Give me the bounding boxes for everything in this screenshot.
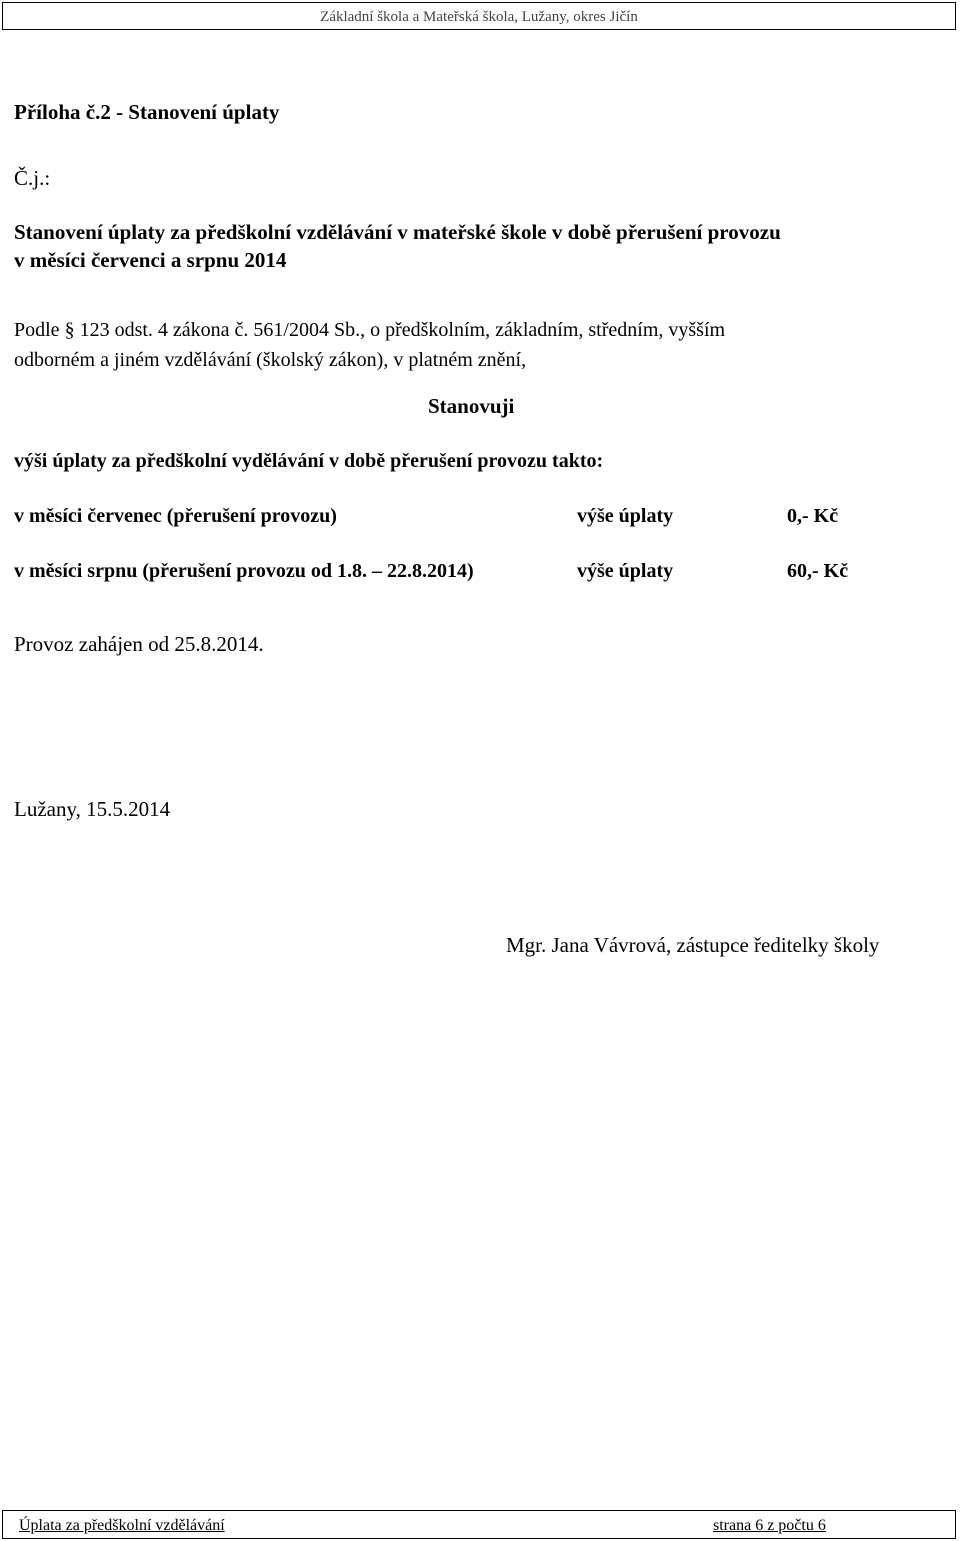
legal-basis-text: 123 odst. 4 zákona č. 561/2004 Sb., o předškolním, základním, středním, vyšším xyxy=(79,319,726,341)
reference-number-label: Č.j.: xyxy=(14,166,51,190)
document-heading-line1: Stanovení úplaty za předškolní vzdělávání v mateřské škole v době přerušení provozu xyxy=(14,220,781,244)
school-name: Základní škola a Mateřská škola, Lužany, okres Jičín xyxy=(320,9,638,25)
legal-basis-line2: odborném a jiném vzdělávání (školský zákon), v platném znění, xyxy=(14,349,527,371)
operation-start-note: Provoz zahájen od 25.8.2014. xyxy=(14,632,264,656)
footer-document-title: Úplata za předškolní vzdělávání xyxy=(19,1517,225,1534)
legal-basis-line1 xyxy=(14,319,725,342)
attachment-title: Příloha č.2 - Stanovení úplaty xyxy=(14,100,280,124)
fee-period: v měsíci červenec (přerušení provozu) xyxy=(14,505,337,527)
fee-period: v měsíci srpnu (přerušení provozu od 1.8. – 22.8.2014) xyxy=(14,560,474,582)
fee-intro-statement: výši úplaty za předškolní vydělávání v době přerušení provozu takto: xyxy=(14,450,604,472)
footer-page-number: strana 6 z počtu 6 xyxy=(713,1517,826,1534)
fee-amount: 60,- Kč xyxy=(787,560,849,582)
fee-amount: 0,- Kč xyxy=(787,505,839,527)
section-sign: § xyxy=(64,319,75,341)
legal-basis-prefix: Podle xyxy=(14,319,60,341)
page-header xyxy=(2,2,956,30)
document-heading-line2: v měsíci červenci a srpnu 2014 xyxy=(14,248,287,272)
page-footer xyxy=(2,1510,956,1539)
decree-word: Stanovuji xyxy=(428,394,515,418)
fee-label: výše úplaty xyxy=(577,560,674,582)
fee-label: výše úplaty xyxy=(577,505,674,527)
signature-line: Mgr. Jana Vávrová, zástupce ředitelky školy xyxy=(506,933,880,957)
place-and-date: Lužany, 15.5.2014 xyxy=(14,797,171,821)
